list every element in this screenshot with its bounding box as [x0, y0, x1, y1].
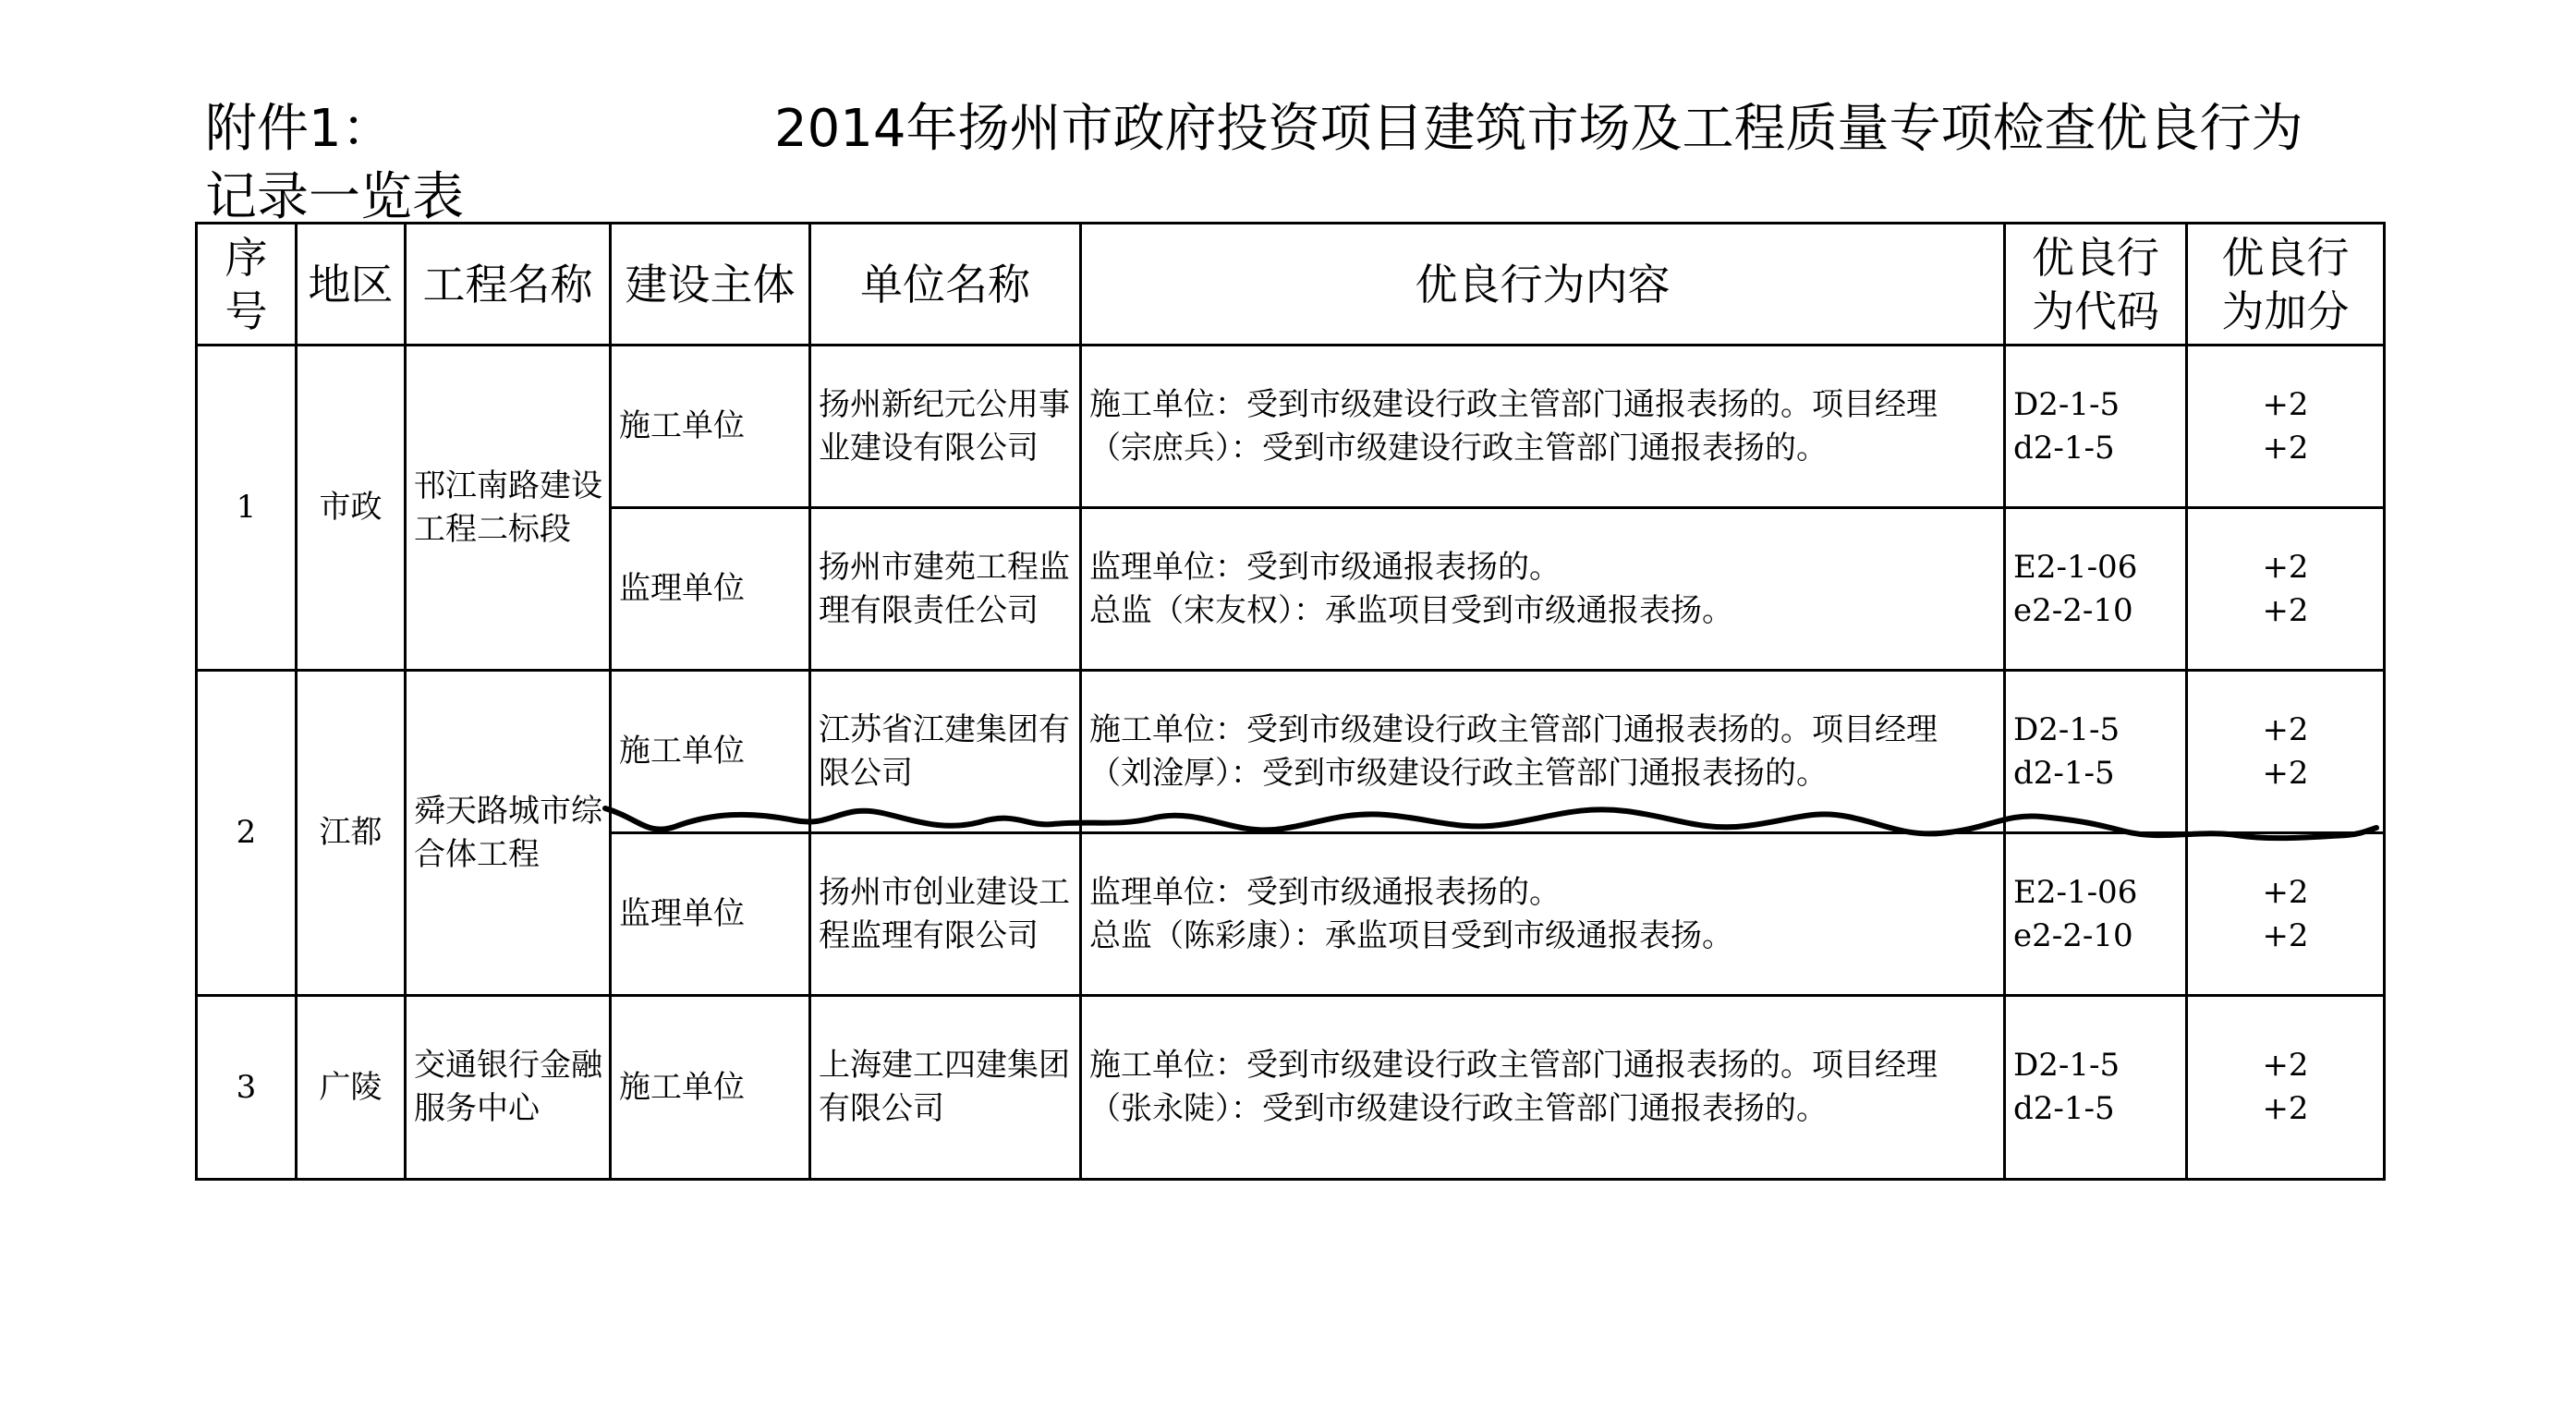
bonus-score-cell: [2187, 346, 2385, 508]
header-behavior-content: 优良行为内容: [1081, 224, 2005, 346]
score-line: +2: [2262, 873, 2309, 911]
unit-name-cell: 扬州新纪元公用事业建设有限公司: [810, 346, 1081, 508]
header-score-line-2: 为加分: [2221, 285, 2350, 336]
code-line: e2-2-10: [2013, 591, 2133, 629]
content-line: 总监（陈彩康）：承监项目受到市级通报表扬。: [1089, 916, 1733, 954]
code-line: D2-1-5: [2013, 1047, 2120, 1084]
document-title-line-2: 记录一览表: [205, 167, 464, 227]
region-cell: 江都: [297, 671, 406, 996]
behavior-content-cell: [1081, 508, 2005, 671]
content-line: 总监（宋友权）：承监项目受到市级通报表扬。: [1089, 591, 1733, 629]
header-bonus-score: [2187, 224, 2385, 346]
header-seq-line-2: 号: [225, 285, 268, 336]
good-behavior-record-table: [195, 222, 2386, 1181]
code-line: d2-1-5: [2013, 429, 2115, 467]
header-region: 地区: [297, 224, 406, 346]
unit-name-cell: 扬州市创业建设工程监理有限公司: [810, 833, 1081, 996]
behavior-code-cell: [2005, 996, 2187, 1180]
bonus-score-cell: [2187, 833, 2385, 996]
header-project-name: 工程名称: [406, 224, 611, 346]
header-behavior-code: [2005, 224, 2187, 346]
code-line: D2-1-5: [2013, 385, 2120, 423]
header-score-line-1: 优良行: [2221, 232, 2350, 283]
content-line: 监理单位：受到市级通报表扬的。: [1089, 548, 1561, 586]
score-line: +2: [2262, 429, 2309, 467]
score-line: +2: [2262, 754, 2309, 792]
bonus-score-cell: [2187, 508, 2385, 671]
score-line: +2: [2262, 548, 2309, 586]
entity-cell: 施工单位: [611, 996, 810, 1180]
seq-cell: 3: [197, 996, 297, 1180]
table-row: [197, 346, 2385, 508]
score-line: +2: [2262, 1090, 2309, 1127]
entity-cell: 监理单位: [611, 508, 810, 671]
behavior-content-cell: 施工单位：受到市级建设行政主管部门通报表扬的。项目经理（刘淦厚）：受到市级建设行政主管部门通报表扬的。: [1081, 671, 2005, 833]
entity-cell: 施工单位: [611, 671, 810, 833]
header-row: [197, 224, 2385, 346]
code-line: D2-1-5: [2013, 710, 2120, 748]
unit-name-cell: 上海建工四建集团有限公司: [810, 996, 1081, 1180]
project-name-cell: 舜天路城市综合体工程: [406, 671, 611, 996]
score-line: +2: [2262, 1047, 2309, 1084]
seq-cell: 2: [197, 671, 297, 996]
table-row: [197, 671, 2385, 833]
header-unit-name: 单位名称: [810, 224, 1081, 346]
annex-label: 附件1：: [205, 99, 394, 159]
code-line: E2-1-06: [2013, 548, 2138, 586]
score-line: +2: [2262, 591, 2309, 629]
header-code-line-2: 为代码: [2032, 285, 2159, 336]
score-line: +2: [2262, 916, 2309, 954]
behavior-code-cell: [2005, 508, 2187, 671]
behavior-content-cell: [1081, 833, 2005, 996]
code-line: d2-1-5: [2013, 754, 2115, 792]
behavior-code-cell: [2005, 671, 2187, 833]
behavior-code-cell: [2005, 833, 2187, 996]
region-cell: 市政: [297, 346, 406, 671]
code-line: E2-1-06: [2013, 873, 2138, 911]
unit-name-cell: 扬州市建苑工程监理有限责任公司: [810, 508, 1081, 671]
score-line: +2: [2262, 710, 2309, 748]
code-line: e2-2-10: [2013, 916, 2133, 954]
header-construction-entity: 建设主体: [611, 224, 810, 346]
project-name-cell: 交通银行金融服务中心: [406, 996, 611, 1180]
table-row: [197, 996, 2385, 1180]
behavior-code-cell: [2005, 346, 2187, 508]
seq-cell: 1: [197, 346, 297, 671]
header-seq-line-1: 序: [225, 232, 268, 283]
project-name-cell: 邗江南路建设工程二标段: [406, 346, 611, 671]
bonus-score-cell: [2187, 996, 2385, 1180]
behavior-content-cell: 施工单位：受到市级建设行政主管部门通报表扬的。项目经理（张永陡）：受到市级建设行政主管部门通报表扬的。: [1081, 996, 2005, 1180]
behavior-content-cell: 施工单位：受到市级建设行政主管部门通报表扬的。项目经理（宗庶兵）：受到市级建设行政主管部门通报表扬的。: [1081, 346, 2005, 508]
document-title-line-1: 2014年扬州市政府投资项目建筑市场及工程质量专项检查优良行为: [774, 99, 2303, 159]
header-seq: [197, 224, 297, 346]
code-line: d2-1-5: [2013, 1090, 2115, 1127]
entity-cell: 监理单位: [611, 833, 810, 996]
unit-name-cell: 江苏省江建集团有限公司: [810, 671, 1081, 833]
region-cell: 广陵: [297, 996, 406, 1180]
content-line: 监理单位：受到市级通报表扬的。: [1089, 873, 1561, 911]
entity-cell: 施工单位: [611, 346, 810, 508]
bonus-score-cell: [2187, 671, 2385, 833]
header-code-line-1: 优良行: [2032, 232, 2159, 283]
score-line: +2: [2262, 385, 2309, 423]
